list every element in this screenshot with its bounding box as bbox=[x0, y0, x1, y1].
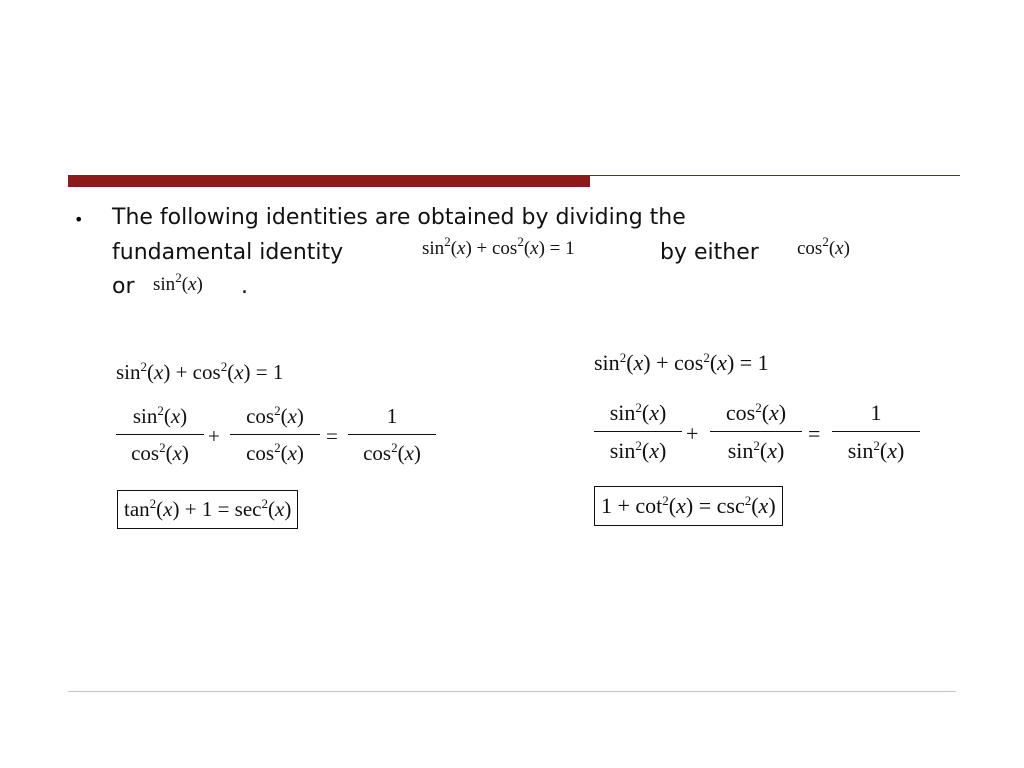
header-rule-thick bbox=[68, 175, 590, 187]
header-rule-thin bbox=[590, 175, 960, 176]
left-step-1: $\sin^2(x) + \cos^2(x) = 1$ bbox=[116, 359, 284, 384]
right-equals: = bbox=[808, 421, 821, 446]
right-step-1: $\sin^2(x) + \cos^2(x) = 1$ bbox=[594, 350, 769, 375]
right-frac-1: $\sin^2(x)$ $\sin^2(x)$ bbox=[594, 400, 682, 464]
left-frac-2: $\cos^2(x)$ $\cos^2(x)$ bbox=[230, 404, 320, 466]
right-result-box: $1 + \cot^2(x) = \csc^2(x)$ bbox=[594, 486, 783, 526]
bullet-text-1: The following identities are obtained by dividing the bbox=[112, 205, 686, 230]
left-frac-3: 1 $\cos^2(x)$ bbox=[348, 404, 436, 466]
footer-rule bbox=[68, 691, 956, 692]
bullet-line-1 bbox=[112, 207, 686, 229]
left-frac-1: $\sin^2(x)$ $\cos^2(x)$ bbox=[116, 404, 204, 466]
left-plus: + bbox=[208, 424, 220, 448]
inline-cos-squared: $\cos^2(x)$ bbox=[797, 234, 850, 259]
right-frac-2: $\cos^2(x)$ $\sin^2(x)$ bbox=[710, 400, 802, 464]
right-plus: + bbox=[686, 421, 699, 446]
inline-sin-squared: $\sin^2(x)$ bbox=[153, 270, 203, 295]
left-result-box: $\tan^2(x) + 1 = \sec^2(x)$ bbox=[117, 490, 298, 529]
bullet-line-2 bbox=[112, 242, 343, 264]
left-equals: = bbox=[326, 424, 338, 448]
bullet-text-3a: or bbox=[112, 274, 135, 299]
bullet-marker: • bbox=[74, 210, 84, 229]
bullet-text-2b: by either bbox=[660, 240, 759, 265]
inline-fundamental-identity: $\sin^2(x) + \cos^2(x) = 1$ bbox=[422, 234, 575, 259]
bullet-text-2a: fundamental identity bbox=[112, 240, 344, 265]
bullet-text-3b: . bbox=[241, 274, 248, 299]
right-frac-3: 1 $\sin^2(x)$ bbox=[832, 400, 920, 464]
